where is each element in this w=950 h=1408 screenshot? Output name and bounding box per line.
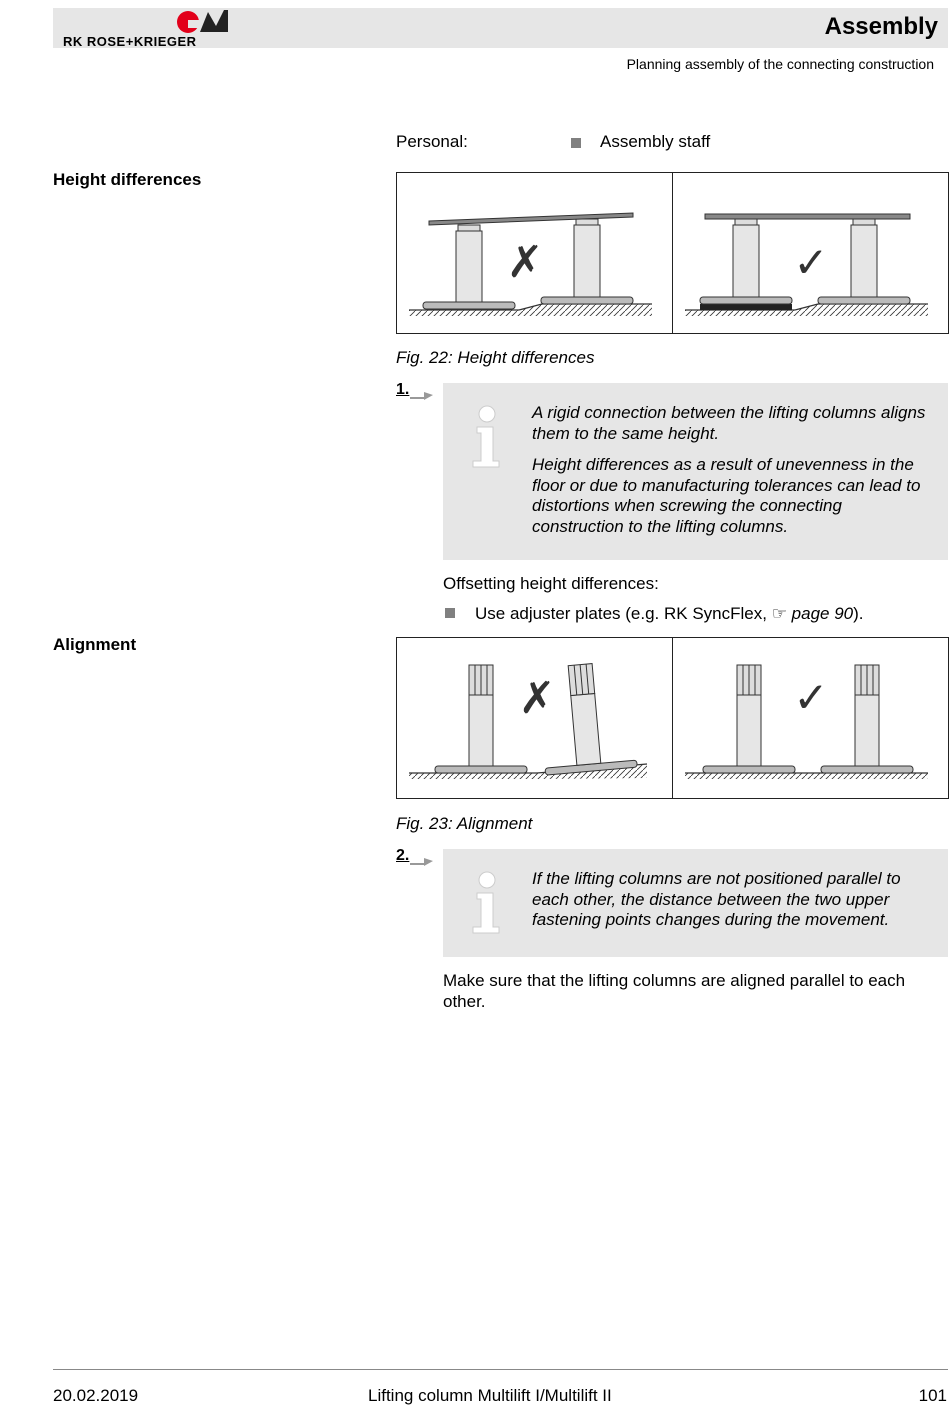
height-differences-illustration	[397, 173, 948, 333]
personnel-label: Personal:	[396, 132, 468, 151]
bullet-text: Use adjuster plates (e.g. RK SyncFlex,	[475, 604, 772, 623]
info-text	[532, 869, 936, 942]
info-icon	[467, 405, 507, 475]
footer-divider	[53, 1369, 948, 1370]
check-mark-icon: ✓	[793, 238, 829, 287]
info-text	[532, 403, 936, 548]
correct-example-right	[685, 665, 928, 779]
bullet-suffix: ).	[853, 604, 864, 623]
info-paragraph: If the lifting columns are not positioned parallel to each other, the distance between the two upper fastening points changes during the movement.	[532, 869, 901, 929]
alignment-instruction: Make sure that the lifting columns are aligned parallel to each other.	[443, 971, 906, 1011]
bullet-adjuster-plates	[475, 603, 864, 624]
figure-alignment	[396, 637, 949, 799]
cross-mark-icon: ✗	[506, 237, 544, 288]
step-number: 2.	[396, 847, 410, 864]
info-icon	[467, 871, 507, 941]
check-mark-icon: ✓	[793, 673, 829, 722]
bullet-square-icon	[445, 608, 455, 618]
footer-date: 20.02.2019	[53, 1386, 139, 1405]
info-box	[443, 849, 948, 957]
footer-title: Lifting column Multilift I/Multilift II	[368, 1386, 612, 1405]
personnel-value: Assembly staff	[600, 132, 711, 151]
cross-mark-icon: ✗	[518, 673, 556, 724]
info-box	[443, 383, 948, 560]
section-heading-alignment: Alignment	[53, 635, 137, 654]
figure-caption: Fig. 23: Alignment	[396, 814, 533, 833]
chapter-title: Assembly	[824, 13, 938, 40]
wrong-example-left	[409, 213, 652, 316]
step-arrow-icon	[410, 855, 434, 867]
alignment-illustration	[397, 638, 948, 798]
page-link[interactable]: ☞ page 90	[771, 604, 854, 623]
wrong-example-left	[409, 660, 647, 779]
subchapter-title: Planning assembly of the connecting construction	[626, 56, 934, 72]
bullet-square-icon	[571, 138, 581, 148]
correct-example-right	[685, 214, 928, 316]
footer-page-number: 101	[918, 1386, 947, 1405]
figure-height-differences	[396, 172, 949, 334]
info-paragraph: A rigid connection between the lifting columns aligns them to the same height.	[532, 403, 926, 443]
logo-text: RK ROSE+KRIEGER	[63, 34, 197, 49]
step-number: 1.	[396, 381, 410, 398]
figure-caption: Fig. 22: Height differences	[396, 348, 595, 367]
section-heading-height-differences: Height differences	[53, 170, 202, 189]
step-arrow-icon	[410, 389, 434, 401]
link-hand-icon: ☞	[771, 604, 792, 623]
info-paragraph: Height differences as a result of unevenness in the floor or due to manufacturing tolerances can lead to distortions when screwing the connecting construction to the lifting columns.	[532, 455, 921, 536]
offset-label: Offsetting height differences:	[443, 574, 659, 593]
